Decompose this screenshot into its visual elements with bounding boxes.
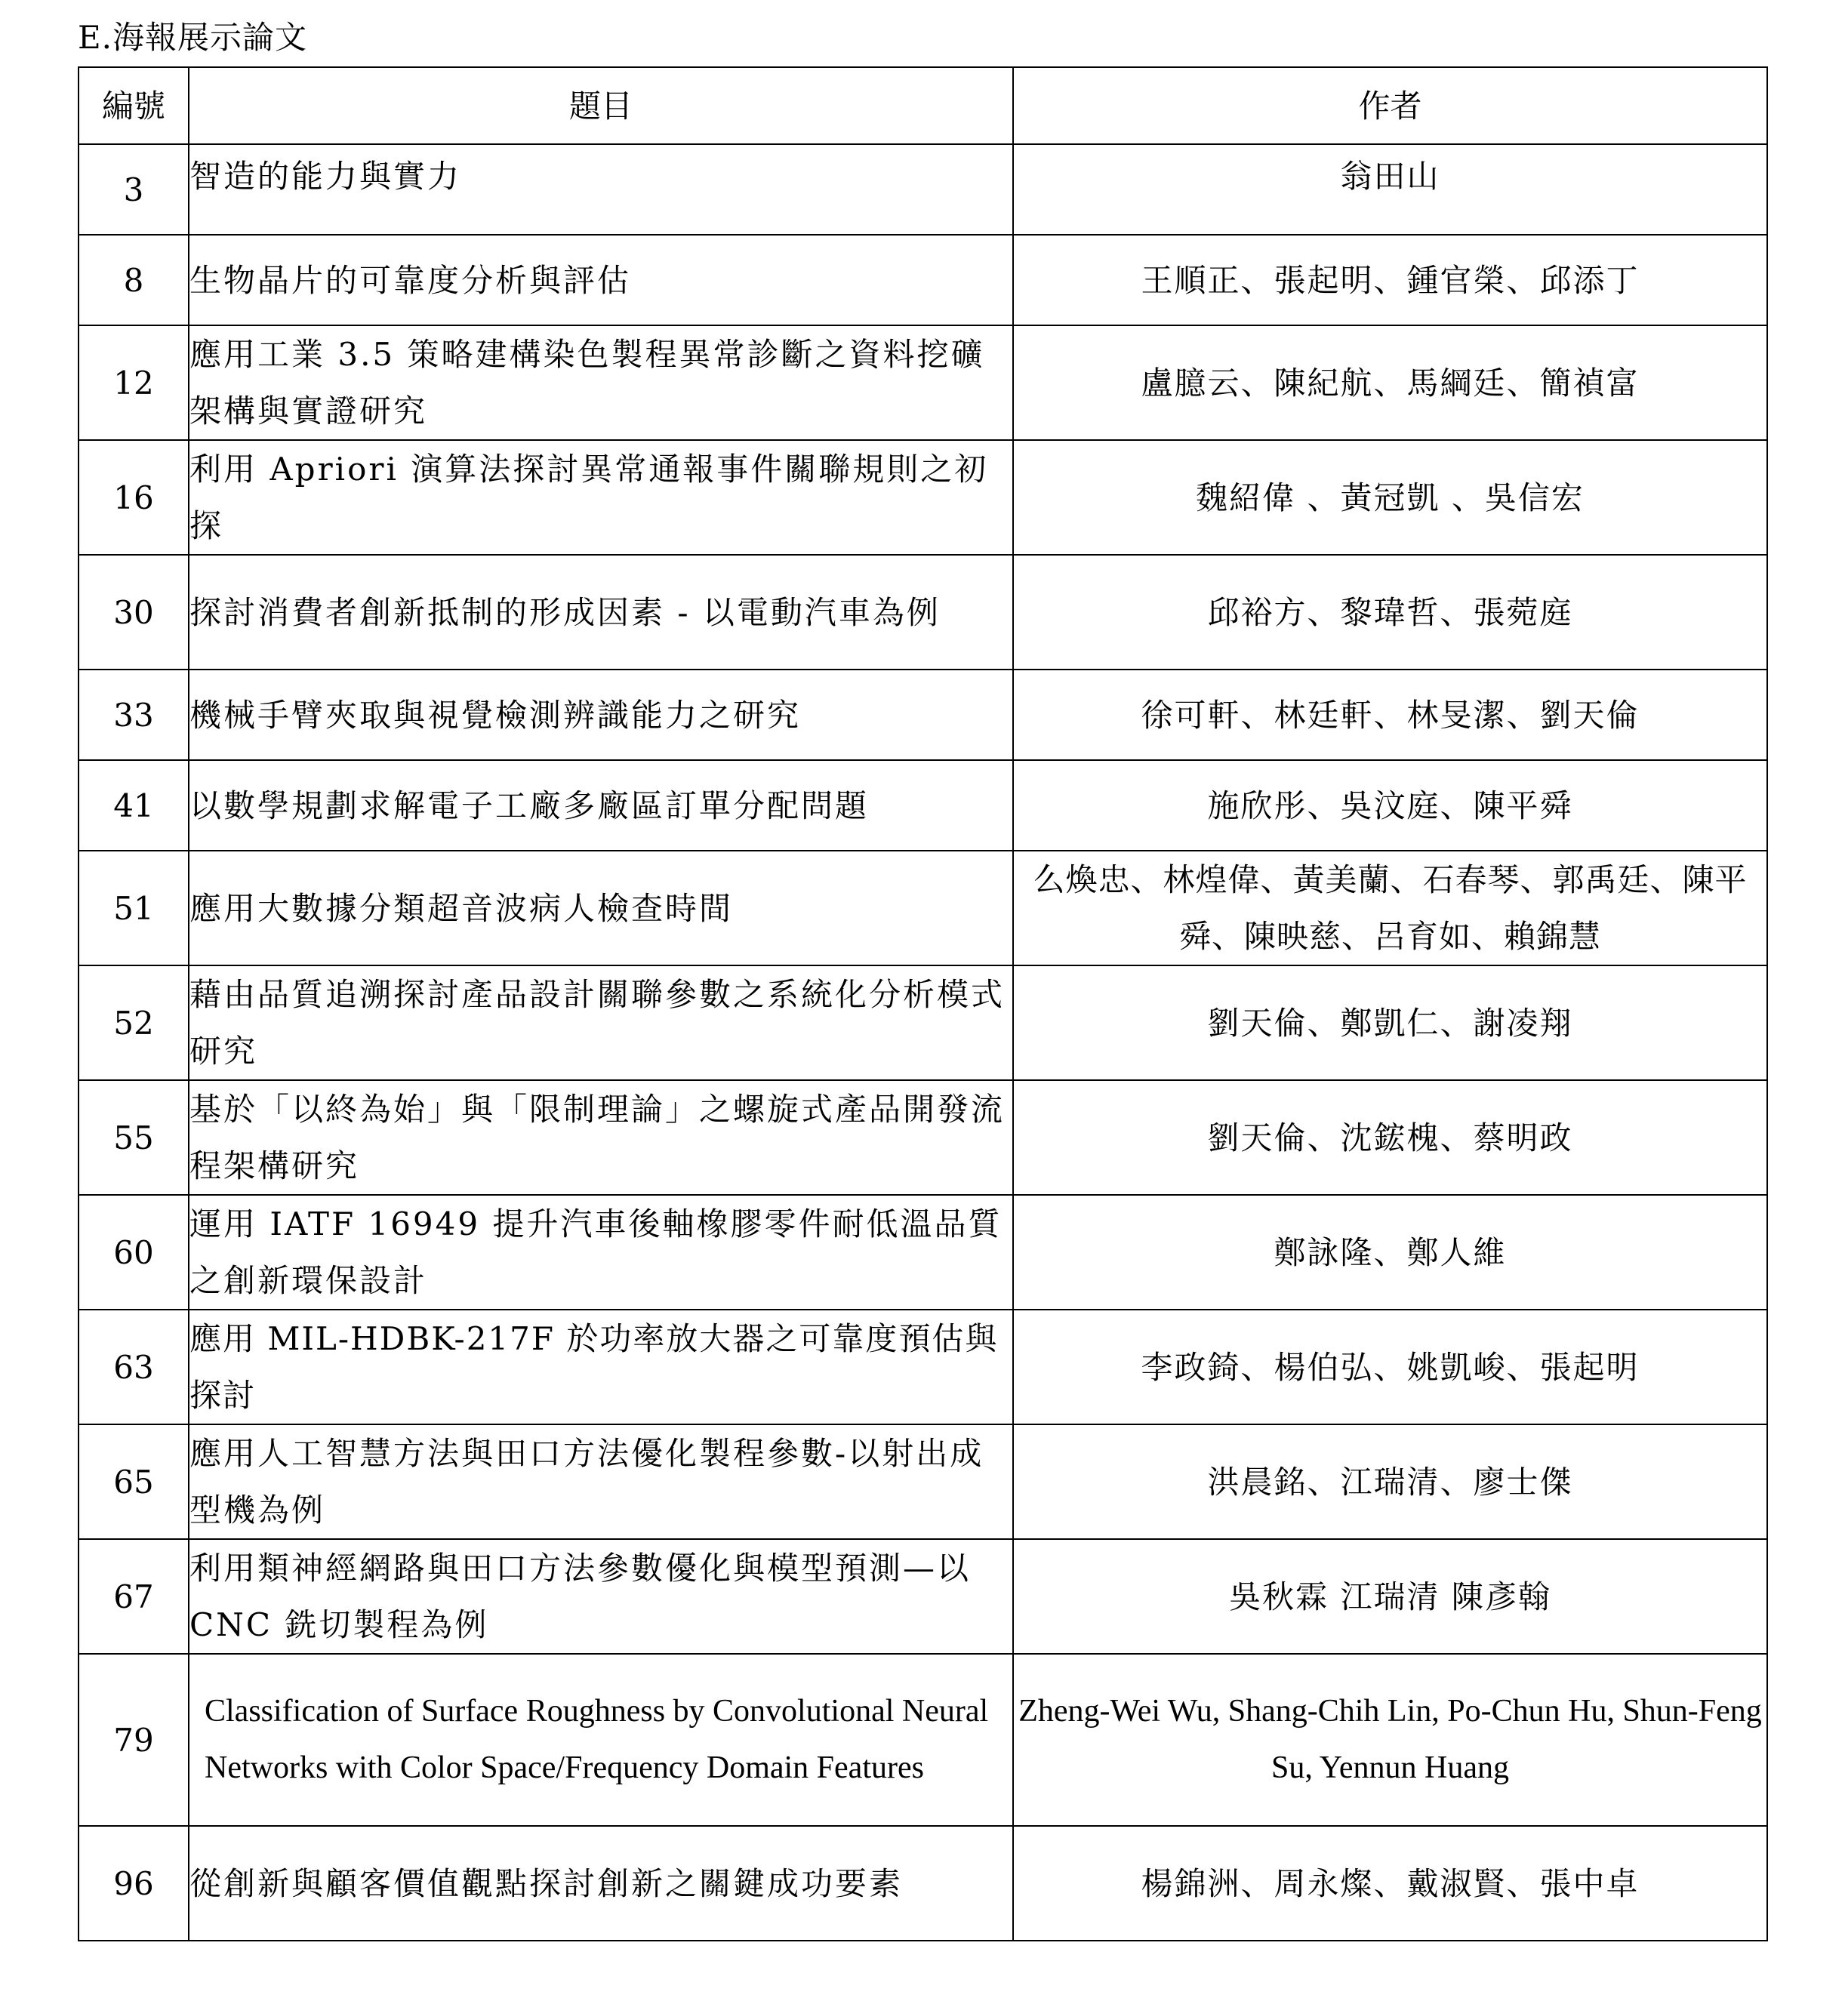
paper-number: 96 [79, 1826, 189, 1941]
paper-title: 生物晶片的可靠度分析與評估 [189, 235, 1013, 325]
table-row [79, 440, 1767, 555]
paper-authors: 施欣彤、吳汶庭、陳平舜 [1013, 760, 1767, 851]
table-row [79, 1080, 1767, 1195]
paper-title: 以數學規劃求解電子工廠多廠區訂單分配問題 [189, 760, 1013, 851]
table-row [79, 235, 1767, 325]
paper-authors: 盧臆云、陳紀航、馬綱廷、簡禎富 [1013, 325, 1767, 440]
paper-authors: 楊錦洲、周永燦、戴淑賢、張中卓 [1013, 1826, 1767, 1941]
paper-title: 基於「以終為始」與「限制理論」之螺旋式產品開發流程架構研究 [189, 1080, 1013, 1195]
table-row [79, 1195, 1767, 1310]
paper-number: 52 [79, 965, 189, 1080]
paper-number: 8 [79, 235, 189, 325]
paper-authors: 洪晨銘、江瑞清、廖士傑 [1013, 1424, 1767, 1539]
table-row [79, 325, 1767, 440]
paper-number: 67 [79, 1539, 189, 1654]
paper-title: 智造的能力與實力 [189, 144, 1013, 235]
paper-authors: 李政錡、楊伯弘、姚凱峻、張起明 [1013, 1310, 1767, 1424]
table-row [79, 1310, 1767, 1424]
paper-number: 51 [79, 851, 189, 965]
paper-title: 應用工業 3.5 策略建構染色製程異常診斷之資料挖礦架構與實證研究 [189, 325, 1013, 440]
table-row [79, 670, 1767, 760]
paper-title: 利用類神經網路與田口方法參數優化與模型預測—以 CNC 銑切製程為例 [189, 1539, 1013, 1654]
paper-number: 60 [79, 1195, 189, 1310]
paper-number: 41 [79, 760, 189, 851]
table-row [79, 965, 1767, 1080]
paper-authors: 劉天倫、鄭凱仁、謝凌翔 [1013, 965, 1767, 1080]
paper-title: 從創新與顧客價值觀點探討創新之關鍵成功要素 [189, 1826, 1013, 1941]
table-row [79, 1424, 1767, 1539]
paper-authors: 邱裕方、黎瑋哲、張菀庭 [1013, 555, 1767, 670]
header-authors: 作者 [1013, 67, 1767, 144]
paper-authors: 鄭詠隆、鄭人維 [1013, 1195, 1767, 1310]
paper-title: 應用大數據分類超音波病人檢查時間 [189, 851, 1013, 965]
paper-authors: 徐可軒、林廷軒、林旻潔、劉天倫 [1013, 670, 1767, 760]
paper-authors: 吳秋霖 江瑞清 陳彥翰 [1013, 1539, 1767, 1654]
paper-number: 33 [79, 670, 189, 760]
paper-title: 利用 Apriori 演算法探討異常通報事件關聯規則之初探 [189, 440, 1013, 555]
paper-authors: 么煥忠、林煌偉、黃美蘭、石春琴、郭禹廷、陳平舜、陳映慈、呂育如、賴錦慧 [1013, 851, 1767, 965]
paper-number: 79 [79, 1654, 189, 1826]
paper-title: 探討消費者創新抵制的形成因素 - 以電動汽車為例 [189, 555, 1013, 670]
paper-number: 63 [79, 1310, 189, 1424]
header-title: 題目 [189, 67, 1013, 144]
paper-number: 30 [79, 555, 189, 670]
table-row [79, 760, 1767, 851]
table-row [79, 851, 1767, 965]
table-row [79, 1654, 1767, 1826]
paper-number: 3 [79, 144, 189, 235]
paper-title: Classification of Surface Roughness by Convolutional Neural Networks with Color Space/Frequency Domain Features [189, 1654, 1013, 1826]
paper-authors: 翁田山 [1013, 144, 1767, 235]
table-row [79, 555, 1767, 670]
paper-title: 運用 IATF 16949 提升汽車後軸橡膠零件耐低溫品質之創新環保設計 [189, 1195, 1013, 1310]
poster-papers-table [78, 66, 1768, 1941]
table-row [79, 1539, 1767, 1654]
paper-authors: 王順正、張起明、鍾官榮、邱添丁 [1013, 235, 1767, 325]
paper-number: 65 [79, 1424, 189, 1539]
paper-title: 應用人工智慧方法與田口方法優化製程參數-以射出成型機為例 [189, 1424, 1013, 1539]
paper-authors: 劉天倫、沈鋐槐、蔡明政 [1013, 1080, 1767, 1195]
paper-number: 55 [79, 1080, 189, 1195]
paper-authors: 魏紹偉 、黃冠凱 、吳信宏 [1013, 440, 1767, 555]
section-title: E.海報展示論文 [78, 19, 308, 56]
paper-title: 藉由品質追溯探討產品設計關聯參數之系統化分析模式研究 [189, 965, 1013, 1080]
paper-number: 16 [79, 440, 189, 555]
table-row [79, 1826, 1767, 1941]
header-number: 編號 [79, 67, 189, 144]
table-row [79, 144, 1767, 235]
paper-title: 機械手臂夾取與視覺檢測辨識能力之研究 [189, 670, 1013, 760]
paper-title: 應用 MIL-HDBK-217F 於功率放大器之可靠度預估與探討 [189, 1310, 1013, 1424]
paper-number: 12 [79, 325, 189, 440]
table-header-row [79, 67, 1767, 144]
paper-authors: Zheng-Wei Wu, Shang-Chih Lin, Po-Chun Hu, Shun-Feng Su, Yennun Huang [1013, 1654, 1767, 1826]
